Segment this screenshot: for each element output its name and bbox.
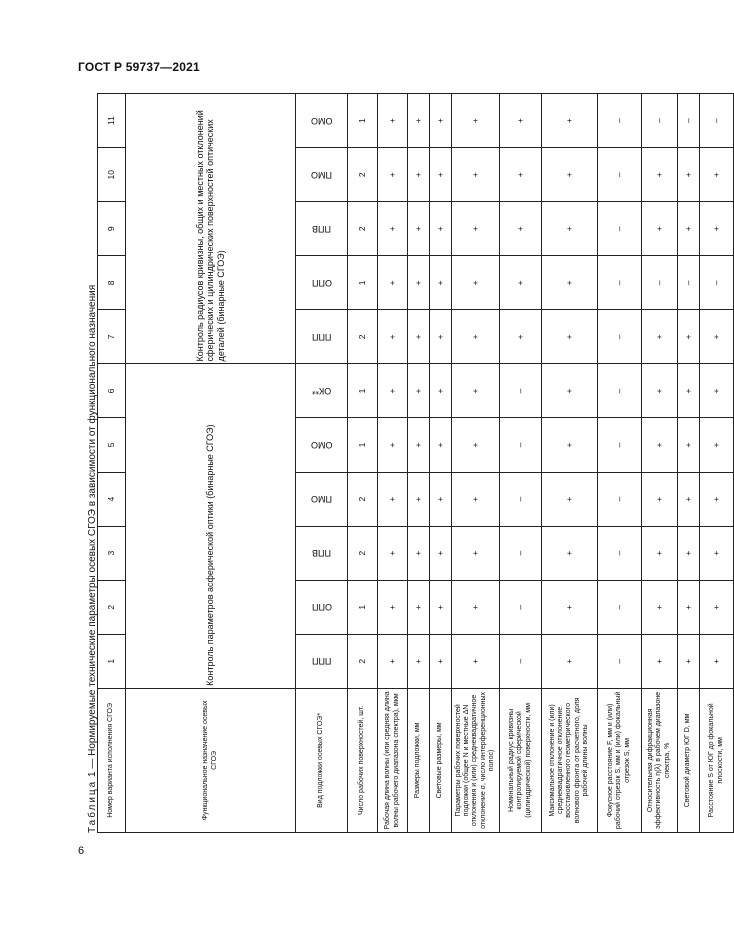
substrate-value: ППВ (312, 223, 331, 234)
mark-cell: + (542, 418, 598, 472)
mark-cell: + (430, 256, 452, 310)
mark-cell: + (500, 202, 542, 256)
mark-cell: + (678, 418, 700, 472)
mark-cell: + (678, 526, 700, 580)
mark-cell: + (408, 310, 430, 364)
variant-cell: 8 (98, 256, 126, 310)
param-header: Рабочая длина волны (или средняя длина волны рабочего диапазона спектра), мкм (378, 688, 408, 832)
param-header: Параметры рабочих поверхностей подложки (общее N и местные ΔN отклонения и (или) среднеквадратичное отклонение σ, число интерференционных полос) (452, 688, 500, 832)
mark-cell: + (452, 310, 500, 364)
mark-cell: + (408, 148, 430, 202)
mark-cell: – (598, 526, 642, 580)
param-header: Относительная дифракционная эффективность η(λ) в рабочем диапазоне спектра, % (642, 688, 678, 832)
surfaces-cell: 1 (348, 256, 378, 310)
surfaces-cell: 2 (348, 310, 378, 364)
mark-cell: + (542, 472, 598, 526)
mark-cell: – (642, 256, 678, 310)
mark-cell: – (500, 580, 542, 634)
mark-cell: – (598, 634, 642, 688)
mark-cell: + (452, 94, 500, 148)
document-header: ГОСТ Р 59737—2021 (78, 60, 200, 74)
mark-cell: + (542, 634, 598, 688)
header-variant: Номер варианта исполнения СГОЭ (98, 688, 126, 832)
variant-cell: 7 (98, 310, 126, 364)
substrate-value: ОМО (310, 115, 333, 126)
variant-cell: 5 (98, 418, 126, 472)
mark-cell: + (542, 526, 598, 580)
surfaces-cell: 2 (348, 148, 378, 202)
mark-cell: – (500, 526, 542, 580)
mark-cell: + (452, 634, 500, 688)
mark-cell: + (430, 202, 452, 256)
mark-cell: + (452, 364, 500, 418)
mark-cell: + (378, 580, 408, 634)
header-substrate: Вид подложки осевых СГОЭ* (296, 688, 348, 832)
mark-cell: + (700, 202, 734, 256)
function-group-curvature: Контроль радиусов кривизны, общих и местных отклонений сферических и цилиндрических поверхностей оптических деталей (бинарные СГОЭ) (126, 94, 296, 364)
function-group-aspheric: Контроль параметров асферической оптики (бинарные СГОЭ) (126, 364, 296, 688)
substrate-cell (296, 634, 348, 688)
mark-cell: + (408, 580, 430, 634)
mark-cell: + (408, 526, 430, 580)
mark-cell: + (700, 364, 734, 418)
mark-cell: + (378, 364, 408, 418)
mark-cell: + (430, 526, 452, 580)
surfaces-cell: 1 (348, 580, 378, 634)
mark-cell: – (598, 202, 642, 256)
surfaces-cell: 2 (348, 472, 378, 526)
substrate-cell (296, 148, 348, 202)
substrate-cell (296, 526, 348, 580)
mark-cell: + (542, 202, 598, 256)
substrate-cell (296, 94, 348, 148)
mark-cell: + (408, 364, 430, 418)
mark-cell: + (500, 256, 542, 310)
param-header: Номинальный радиус кривизны контролируемой сферической (цилиндрической) поверхности, мм (500, 688, 542, 832)
param-row (542, 94, 598, 833)
mark-cell: + (642, 580, 678, 634)
param-header: Максимальное отклонение и (или) среднеквадратичное отклонение восстановленного геометрического волнового фронта от расчетного, доля рабочей длины волны (542, 688, 598, 832)
mark-cell: + (700, 526, 734, 580)
substrate-cell (296, 580, 348, 634)
mark-cell: + (378, 202, 408, 256)
mark-cell: + (542, 580, 598, 634)
mark-cell: + (452, 580, 500, 634)
substrate-value: ППП (311, 656, 332, 667)
mark-cell: + (678, 148, 700, 202)
mark-cell: + (542, 364, 598, 418)
mark-cell: + (500, 94, 542, 148)
mark-cell: + (642, 634, 678, 688)
mark-cell: + (542, 310, 598, 364)
mark-cell: – (700, 256, 734, 310)
mark-cell: + (642, 364, 678, 418)
mark-cell: + (430, 364, 452, 418)
mark-cell: – (678, 256, 700, 310)
mark-cell: – (598, 148, 642, 202)
mark-cell: + (378, 94, 408, 148)
mark-cell: – (598, 94, 642, 148)
mark-cell: – (598, 580, 642, 634)
param-row (642, 94, 678, 833)
mark-cell: + (500, 310, 542, 364)
parameters-table (97, 93, 734, 833)
mark-cell: + (408, 256, 430, 310)
mark-cell: + (678, 634, 700, 688)
mark-cell: + (430, 310, 452, 364)
mark-cell: + (378, 256, 408, 310)
substrate-cell (296, 256, 348, 310)
mark-cell: + (408, 94, 430, 148)
mark-cell: + (678, 472, 700, 526)
mark-cell: – (642, 94, 678, 148)
surfaces-cell: 2 (348, 526, 378, 580)
mark-cell: + (408, 202, 430, 256)
mark-cell: + (452, 418, 500, 472)
param-header: Световой диаметр ЮГ D, мм (678, 688, 700, 832)
mark-cell: – (700, 94, 734, 148)
substrate-value: ПМО (311, 494, 332, 505)
mark-cell: + (642, 472, 678, 526)
mark-cell: + (408, 418, 430, 472)
variant-cell: 9 (98, 202, 126, 256)
param-header: Фокусное расстояние F, мм и (или) рабочий отрезок S, мм и (или) фокальный отрезок S, мм (598, 688, 642, 832)
mark-cell: + (678, 202, 700, 256)
mark-cell: – (500, 634, 542, 688)
mark-cell: + (700, 580, 734, 634)
rotated-table-area (87, 93, 724, 833)
mark-cell: – (598, 472, 642, 526)
header-function: Функциональное назначение осевых СГОЭ (126, 688, 296, 832)
surfaces-cell: 1 (348, 364, 378, 418)
mark-cell: + (430, 472, 452, 526)
mark-cell: + (678, 310, 700, 364)
mark-cell: + (642, 526, 678, 580)
mark-cell: + (678, 580, 700, 634)
mark-cell: + (378, 634, 408, 688)
mark-cell: + (452, 526, 500, 580)
mark-cell: + (500, 148, 542, 202)
header-surfaces: Число рабочих поверхностей, шт. (348, 688, 378, 832)
mark-cell: – (598, 418, 642, 472)
param-row (678, 94, 700, 833)
mark-cell: + (678, 364, 700, 418)
mark-cell: + (700, 310, 734, 364)
mark-cell: + (700, 472, 734, 526)
param-header: Световые размеры, мм (430, 688, 452, 832)
page-number: 6 (78, 845, 85, 857)
mark-cell: – (500, 472, 542, 526)
mark-cell: + (378, 526, 408, 580)
mark-cell: + (700, 634, 734, 688)
param-header: Расстояние S от ЮГ до фокальной плоскости, мм (700, 688, 734, 832)
mark-cell: + (642, 148, 678, 202)
mark-cell: – (678, 94, 700, 148)
substrate-value: ПМО (311, 169, 332, 180)
mark-cell: + (700, 148, 734, 202)
substrate-value: ППП (311, 331, 332, 342)
mark-cell: + (430, 580, 452, 634)
mark-cell: + (542, 148, 598, 202)
mark-cell: – (598, 364, 642, 418)
mark-cell: + (642, 202, 678, 256)
mark-cell: + (642, 310, 678, 364)
mark-cell: – (598, 310, 642, 364)
surfaces-cell: 1 (348, 94, 378, 148)
substrate-value: ОПП (311, 602, 332, 613)
surfaces-cell: 2 (348, 634, 378, 688)
mark-cell: + (542, 256, 598, 310)
param-row (598, 94, 642, 833)
mark-cell: – (500, 418, 542, 472)
mark-cell: + (378, 418, 408, 472)
substrate-value: ОК** (311, 385, 332, 396)
mark-cell: + (452, 148, 500, 202)
mark-cell: + (430, 94, 452, 148)
substrate-cell (296, 202, 348, 256)
mark-cell: – (598, 256, 642, 310)
variant-cell: 1 (98, 634, 126, 688)
substrate-value: ППВ (312, 548, 331, 559)
variant-cell: 11 (98, 94, 126, 148)
mark-cell: + (452, 256, 500, 310)
mark-cell: + (378, 310, 408, 364)
substrate-cell (296, 310, 348, 364)
mark-cell: + (430, 634, 452, 688)
mark-cell: + (408, 472, 430, 526)
variant-cell: 6 (98, 364, 126, 418)
variant-cell: 2 (98, 580, 126, 634)
table-caption-word: Таблица (87, 779, 98, 833)
mark-cell: + (700, 418, 734, 472)
mark-cell: + (430, 418, 452, 472)
substrate-cell (296, 472, 348, 526)
param-row (452, 94, 500, 833)
mark-cell: + (642, 418, 678, 472)
param-header: Размеры подложки, мм (408, 688, 430, 832)
param-row (378, 94, 408, 833)
mark-cell: + (378, 148, 408, 202)
mark-cell: + (452, 472, 500, 526)
substrate-cell (296, 418, 348, 472)
surfaces-cell: 1 (348, 418, 378, 472)
param-row (408, 94, 430, 833)
substrate-value: ОМО (310, 440, 333, 451)
mark-cell: + (542, 94, 598, 148)
mark-cell: + (408, 634, 430, 688)
rotated-table-canvas (87, 93, 724, 833)
substrate-cell (296, 364, 348, 418)
mark-cell: + (430, 148, 452, 202)
param-row (700, 94, 734, 833)
variant-cell: 4 (98, 472, 126, 526)
mark-cell: + (378, 472, 408, 526)
param-row (430, 94, 452, 833)
mark-cell: – (500, 364, 542, 418)
surfaces-cell: 2 (348, 202, 378, 256)
variant-cell: 3 (98, 526, 126, 580)
param-row (500, 94, 542, 833)
mark-cell: + (452, 202, 500, 256)
table-caption-text: 1 — Нормируемые технические параметры осевых СГОЭ в зависимости от функционального назначения (87, 284, 98, 780)
substrate-value: ОПП (311, 277, 332, 288)
variant-cell: 10 (98, 148, 126, 202)
